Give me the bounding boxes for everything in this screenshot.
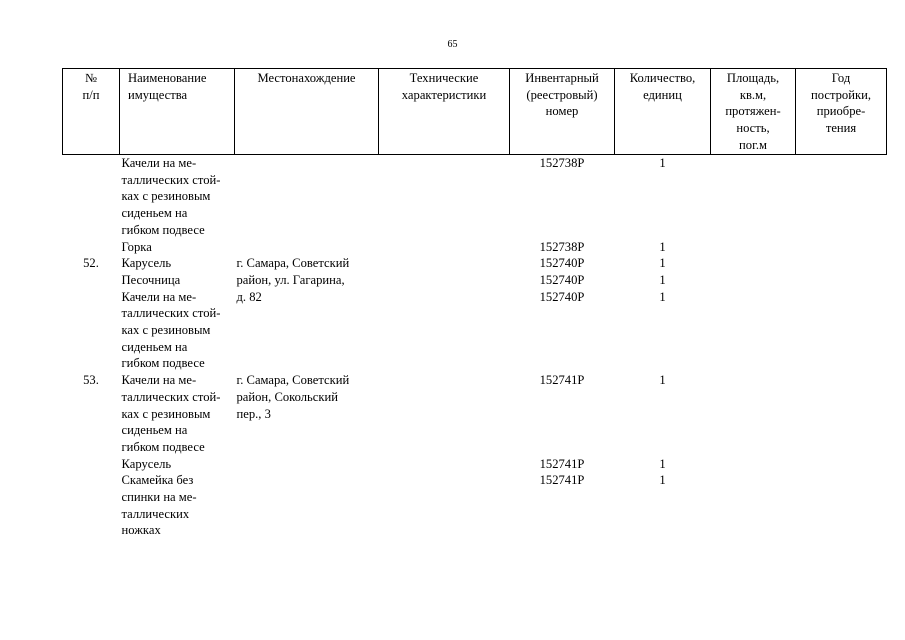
row-location (235, 239, 379, 256)
row-area (711, 289, 796, 373)
row-location (235, 155, 379, 239)
row-inventory: 152738Р (539, 239, 585, 254)
row-number (63, 472, 120, 539)
row-number (63, 272, 120, 289)
row-quantity: 1 (659, 256, 666, 271)
table-row (63, 472, 887, 539)
table-row (63, 272, 887, 289)
header-number: № п/п (63, 69, 120, 155)
row-year (796, 472, 887, 539)
row-quantity: 1 (659, 239, 666, 254)
header-area: Площадь, кв.м, протяжен- ность, пог.м (711, 69, 796, 155)
row-tech (379, 472, 510, 539)
row-quantity: 1 (659, 373, 666, 388)
row-tech (379, 239, 510, 256)
property-register-table (62, 68, 887, 539)
row-tech (379, 272, 510, 289)
row-area (711, 272, 796, 289)
table-row (63, 155, 887, 239)
row-inventory: 152740Р (539, 289, 585, 304)
row-area (711, 155, 796, 239)
header-tech: Технические характеристики (379, 69, 510, 155)
row-quantity: 1 (659, 156, 666, 170)
row-inventory: 152741Р (539, 473, 585, 488)
row-tech (379, 255, 510, 272)
row-quantity: 1 (659, 272, 666, 287)
header-year: Год постройки, приобре- тения (796, 69, 887, 155)
row-year (796, 456, 887, 473)
table-row (63, 372, 887, 456)
row-area (711, 239, 796, 256)
header-name: Наименование имущества (120, 69, 235, 155)
row-year (796, 372, 887, 456)
row-year (796, 155, 887, 239)
row-name: Карусель (121, 256, 172, 271)
row-year (796, 255, 887, 272)
row-name: Песочница (121, 272, 181, 287)
row-area (711, 472, 796, 539)
row-number (63, 456, 120, 473)
row-number (63, 239, 120, 256)
row-quantity: 1 (659, 456, 666, 471)
row-location (235, 472, 379, 539)
row-quantity: 1 (659, 473, 666, 488)
row-inventory: 152741Р (539, 373, 585, 388)
row-tech (379, 289, 510, 373)
row-tech (379, 155, 510, 239)
row-number: 52. (83, 256, 99, 271)
row-name: Качели на ме- таллических стой- ках с резиновым сиденьем на гибком подвесе (121, 156, 221, 237)
row-area (711, 372, 796, 456)
row-area (711, 255, 796, 272)
row-quantity: 1 (659, 289, 666, 304)
row-name: Карусель (121, 456, 172, 471)
row-name: Скамейка без спинки на ме- таллических ножках (121, 473, 197, 538)
row-number: 53. (83, 373, 99, 388)
header-location: Местонахождение (235, 69, 379, 155)
row-number (63, 155, 120, 239)
row-name: Качели на ме- таллических стой- ках с резиновым сиденьем на гибком подвесе (121, 373, 221, 454)
row-tech (379, 456, 510, 473)
table-row (63, 255, 887, 272)
row-year (796, 289, 887, 373)
row-location: г. Самара, Советский район, Сокольский пер., 3 (236, 373, 350, 421)
row-name: Горка (121, 239, 152, 254)
header-inventory: Инвентарный (реестровый) номер (510, 69, 615, 155)
table-row (63, 289, 887, 373)
row-year (796, 272, 887, 289)
row-area (711, 456, 796, 473)
row-inventory: 152740Р (539, 272, 585, 287)
row-inventory: 152740Р (539, 256, 585, 271)
table-row (63, 456, 887, 473)
row-year (796, 239, 887, 256)
row-number (63, 289, 120, 373)
row-name: Качели на ме- таллических стой- ках с резиновым сиденьем на гибком подвесе (121, 289, 221, 371)
row-tech (379, 372, 510, 456)
row-location: г. Самара, Советский район, ул. Гагарина, д. 82 (236, 256, 350, 304)
header-quantity: Количество, единиц (615, 69, 711, 155)
row-inventory: 152738Р (539, 156, 585, 170)
row-inventory: 152741Р (539, 456, 585, 471)
page-number: 65 (447, 39, 458, 50)
table-row (63, 239, 887, 256)
row-location (235, 456, 379, 473)
table-header-row (63, 69, 887, 155)
